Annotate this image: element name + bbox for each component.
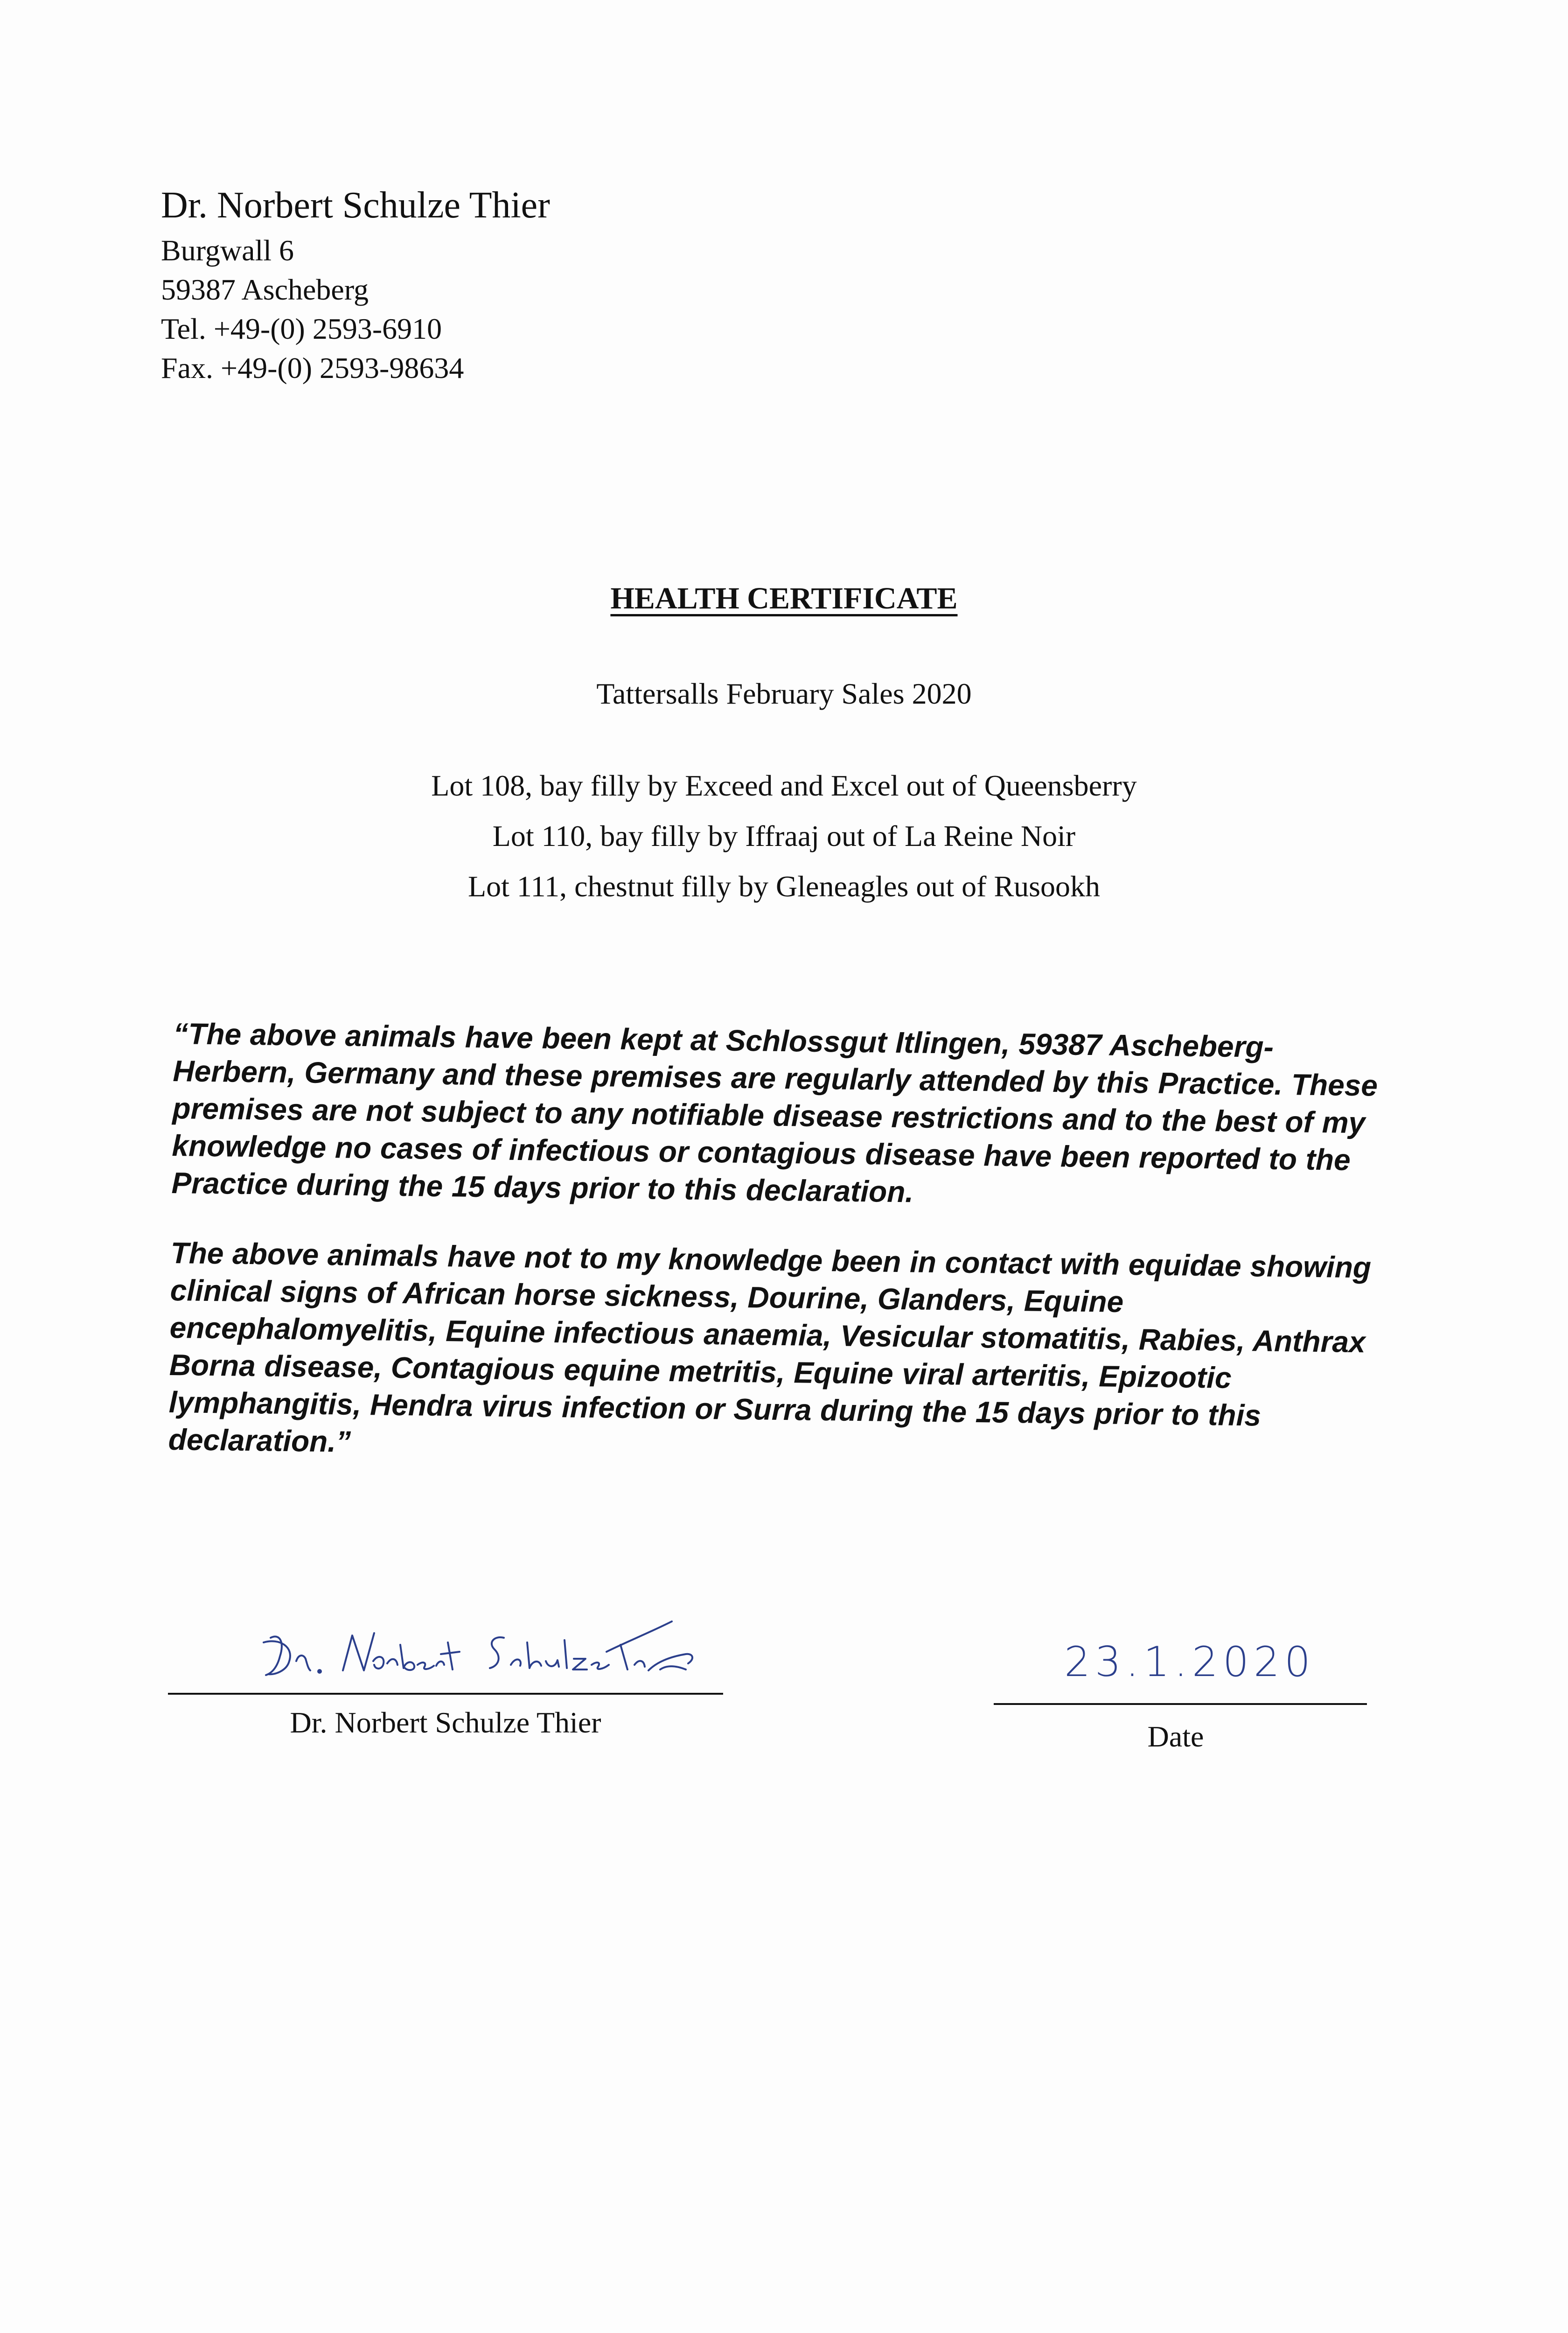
- handwritten-signature: [252, 1610, 718, 1684]
- declaration-text: [168, 1015, 1396, 1506]
- signature-block: [168, 1610, 728, 1750]
- sale-event: Tattersalls February Sales 2020: [596, 677, 972, 710]
- signatory-name: Dr. Norbert Schulze Thier: [290, 1706, 601, 1739]
- date-block: [994, 1638, 1367, 1759]
- handwritten-date: 23.1.2020: [1064, 1638, 1315, 1686]
- lot-item: Lot 110, bay filly by Iffraaj out of La Reine Noir: [492, 819, 1076, 852]
- lot-list: [0, 761, 1568, 912]
- declaration-paragraph-premises: “The above animals have been kept at Schlossgut Itlingen, 59387 Ascheberg-Herbern, Germany and these premises are regularly attended by this Practice. These premises are not subject to any notifiable disease restrictions and to the best of my knowledge no cases of infectious or contagious disease have been reported to the Practice during the 15 days prior to this declaration.: [171, 1016, 1378, 1209]
- sender-city: 59387 Ascheberg: [161, 273, 369, 306]
- lot-item: Lot 111, chestnut filly by Gleneagles out of Rusookh: [467, 870, 1101, 903]
- sender-fax: Fax. +49-(0) 2593-98634: [161, 351, 464, 384]
- date-label: Date: [1147, 1720, 1204, 1753]
- lot-item: Lot 108, bay filly by Exceed and Excel out of Queensberry: [431, 769, 1137, 802]
- sender-address-block: [161, 180, 814, 388]
- declaration-paragraph-contact: The above animals have not to my knowledge been in contact with equidae showing clinical signs of African horse sickness, Dourine, Glanders, Equine encephalomyelitis, Equine infectious anaemia, Vesicular stomatitis, Rabies, Anthrax Borna disease, Contagious equine metritis, Equine viral arteritis, Epizootic lymphangitis, Hendra virus infection or Surra during the 15 days prior to this declaration.”: [168, 1236, 1372, 1459]
- date-line: [994, 1703, 1367, 1705]
- certificate-title: HEALTH CERTIFICATE: [610, 581, 958, 615]
- sender-telephone: Tel. +49-(0) 2593-6910: [161, 312, 442, 345]
- sender-name: Dr. Norbert Schulze Thier: [161, 185, 550, 226]
- signature-line: [168, 1693, 723, 1695]
- sender-street: Burgwall 6: [161, 234, 294, 267]
